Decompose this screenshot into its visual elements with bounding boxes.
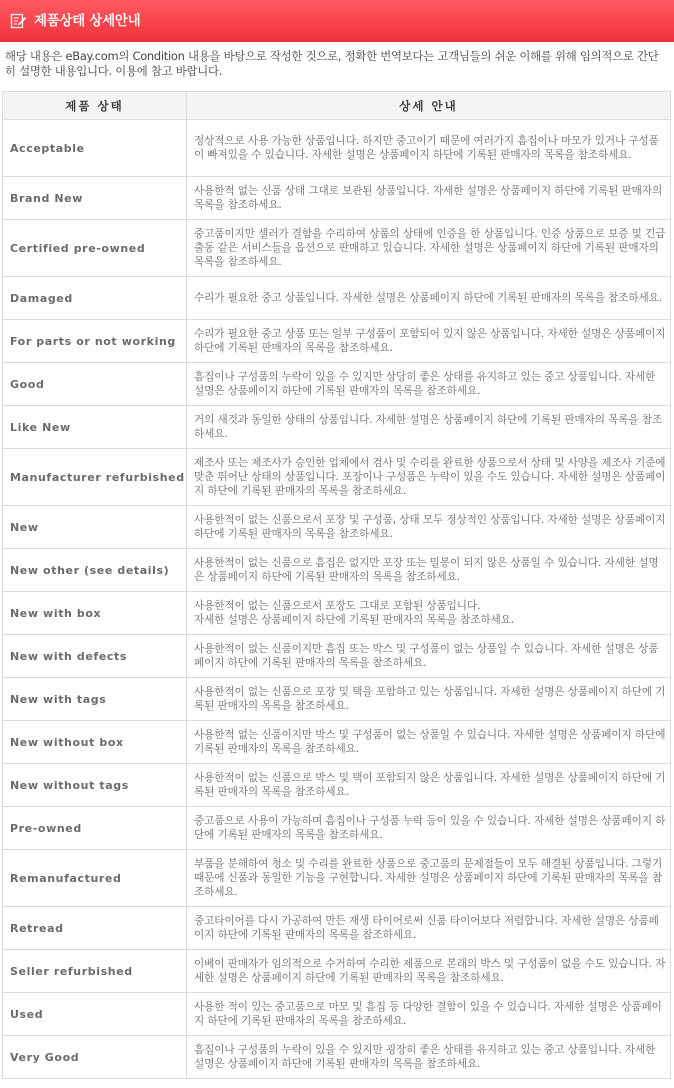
condition-description: 중고품으로 사용이 가능하며 흠집이나 구성품 누락 등이 있을 수 있습니다. 자세한 설명은 상품페이지 하단에 기록된 판매자의 목록을 참조하세요. — [187, 807, 671, 850]
condition-name: For parts or not working — [3, 320, 187, 363]
table-row — [3, 635, 671, 678]
condition-name: Seller refurbished — [3, 950, 187, 993]
page-title: 제품상태 상세안내 — [34, 13, 141, 29]
table-row — [3, 592, 671, 635]
table-row — [3, 363, 671, 406]
edit-note-icon — [10, 12, 27, 29]
condition-name: New without box — [3, 721, 187, 764]
condition-name: Very Good — [3, 1036, 187, 1079]
condition-name: New with box — [3, 592, 187, 635]
condition-description: 흠집이나 구성품의 누락이 있을 수 있지만 상당히 좋은 상태를 유지하고 있는 중고 상품입니다. 자세한 설명은 상품페이지 하단에 기록된 판매자의 목록을 참조하세요. — [187, 363, 671, 406]
condition-description: 사용한적이 없는 신품으로 포장 및 택을 포함하고 있는 상품입니다. 자세한 설명은 상품페이지 하단에 기록된 판매자의 목록을 참조하세요. — [187, 678, 671, 721]
condition-name: Retread — [3, 907, 187, 950]
column-header-description: 상세 안내 — [187, 92, 671, 120]
condition-description: 사용한 적이 있는 중고품으로 마모 및 흠집 등 다양한 결함이 있을 수 있습니다. 자세한 설명은 상품페이지 하단에 기록된 판매자의 목록을 참조하세요. — [187, 993, 671, 1036]
condition-name: New with tags — [3, 678, 187, 721]
table-header-row — [3, 92, 671, 120]
condition-name: Acceptable — [3, 120, 187, 177]
table-row — [3, 807, 671, 850]
condition-description: 사용한적이 없는 신품으로 흠집은 없지만 포장 또는 밀봉이 되지 않은 상품일 수 있습니다. 자세한 설명은 상품페이지 하단에 기록된 판매자의 목록을 참조하세요. — [187, 549, 671, 592]
table-row — [3, 907, 671, 950]
column-header-condition: 제품 상태 — [3, 92, 187, 120]
condition-name: New with defects — [3, 635, 187, 678]
condition-description: 중고품이지만 셀러가 결함을 수리하여 상품의 상태에 인증을 한 상품입니다. 인증 상품으로 보증 및 긴급출동 같은 서비스들을 옵션으로 판매하고 있습니다. 자세한 설명은 상품페이지 하단에 기록된 판매자의 목록을 참조하세요. — [187, 220, 671, 277]
table-row — [3, 506, 671, 549]
table-row — [3, 549, 671, 592]
table-row — [3, 277, 671, 320]
condition-description: 수리가 필요한 중고 상품 또는 일부 구성품이 포함되어 있지 않은 상품입니다. 자세한 설명은 상품페이지 하단에 기록된 판매자의 목록을 참조하세요. — [187, 320, 671, 363]
condition-name: Manufacturer refurbished — [3, 449, 187, 506]
table-row — [3, 950, 671, 993]
condition-description: 정상적으로 사용 가능한 상품입니다. 하지만 중고이기 때문에 여러가지 흠집이나 마모가 있거나 구성품이 빠져있을 수 있습니다. 자세한 설명은 상품페이지 하단에 기록된 판매자의 목록을 참조하세요. — [187, 120, 671, 177]
condition-description: 사용한적이 없는 신품이지만 흠집 또는 박스 및 구성품이 없는 상품일 수 있습니다. 자세한 설명은 상품페이지 하단에 기록된 판매자의 목록을 참조하세요. — [187, 635, 671, 678]
condition-description: 사용한적이 없는 신품으로 박스 및 택이 포함되지 않은 상품입니다. 자세한 설명은 상품페이지 하단에 기록된 판매자의 목록을 참조하세요. — [187, 764, 671, 807]
condition-description: 사용한적이 없는 신품으로서 포장도 그대로 포함된 상품입니다. 자세한 설명은 상품페이지 하단에 기록된 판매자의 목록을 참조하세요. — [187, 592, 671, 635]
table-row — [3, 320, 671, 363]
condition-description: 흠집이나 구성품의 누락이 있을 수 있지만 굉장히 좋은 상태를 유지하고 있는 중고 상품입니다. 자세한 설명은 상품페이지 하단에 기록된 판매자의 목록을 참조하세요. — [187, 1036, 671, 1079]
condition-description: 부품을 분해하여 청소 및 수리를 완료한 상품으로 중고품의 문제점들이 모두 해결된 상품입니다. 그렇기 때문에 신품과 동일한 기능을 구현합니다. 자세한 설명은 상품페이지 하단에 기록된 판매자의 목록을 참조하세요. — [187, 850, 671, 907]
condition-name: Remanufactured — [3, 850, 187, 907]
intro-text: 해당 내용은 eBay.com의 Condition 내용을 바탕으로 작성한 것으로, 정확한 번역보다는 고객님들의 쉬운 이해를 위해 임의적으로 간단히 설명한 내용입니다. 이용에 참고 바랍니다. — [5, 49, 659, 78]
condition-name: Used — [3, 993, 187, 1036]
table-row — [3, 220, 671, 277]
condition-name: Like New — [3, 406, 187, 449]
table-row — [3, 449, 671, 506]
condition-description: 사용한적 없는 신품이지만 박스 및 구성품이 없는 상품일 수 있습니다. 자세한 설명은 상품페이지 하단에 기록된 판매자의 목록을 참조하세요. — [187, 721, 671, 764]
table-row — [3, 678, 671, 721]
condition-description: 거의 새것과 동일한 상태의 상품입니다. 자세한 설명은 상품페이지 하단에 기록된 판매자의 목록을 참조하세요. — [187, 406, 671, 449]
condition-name: New without tags — [3, 764, 187, 807]
table-row — [3, 120, 671, 177]
table-row — [3, 177, 671, 220]
condition-name: Pre-owned — [3, 807, 187, 850]
table-row — [3, 406, 671, 449]
condition-name: Brand New — [3, 177, 187, 220]
table-row — [3, 764, 671, 807]
condition-description: 수리가 필요한 중고 상품입니다. 자세한 설명은 상품페이지 하단에 기록된 판매자의 목록을 참조하세요. — [187, 277, 671, 320]
page-header — [0, 0, 674, 42]
condition-description: 사용한적 없는 신품 상태 그대로 보관된 상품입니다. 자세한 설명은 상품페이지 하단에 기록된 판매자의 목록을 참조하세요. — [187, 177, 671, 220]
table-row — [3, 850, 671, 907]
condition-description: 제조사 또는 제조사가 승인한 업체에서 검사 및 수리를 완료한 상품으로서 상태 및 사양을 제조사 기준에 맞춘 뛰어난 상태의 상품입니다. 포장이나 구성품은 누락이 있을 수도 있습니다. 자세한 설명은 상품페이지 하단에 기록된 판매자의 목록을 참조하세요. — [187, 449, 671, 506]
condition-name: Damaged — [3, 277, 187, 320]
condition-name: New other (see details) — [3, 549, 187, 592]
table-row — [3, 1036, 671, 1079]
condition-name: Certified pre-owned — [3, 220, 187, 277]
table-row — [3, 721, 671, 764]
table-row — [3, 993, 671, 1036]
condition-description: 이베이 판매자가 임의적으로 수거하여 수리한 제품으로 본래의 박스 및 구성품이 없을 수도 있습니다. 자세한 설명은 상품페이지 하단에 기록된 판매자의 목록을 참조하세요. — [187, 950, 671, 993]
condition-name: New — [3, 506, 187, 549]
condition-name: Good — [3, 363, 187, 406]
condition-description: 중고타이어를 다시 가공하여 만든 재생 타이어로써 신품 타이어보다 저렴합니다. 자세한 설명은 상품페이지 하단에 기록된 판매자의 목록을 참조하세요. — [187, 907, 671, 950]
condition-table — [2, 91, 671, 1079]
condition-description: 사용한적이 없는 신품으로서 포장 및 구성품, 상태 모두 정상적인 상품입니다. 자세한 설명은 상품페이지 하단에 기록된 판매자의 목록을 참조하세요. — [187, 506, 671, 549]
